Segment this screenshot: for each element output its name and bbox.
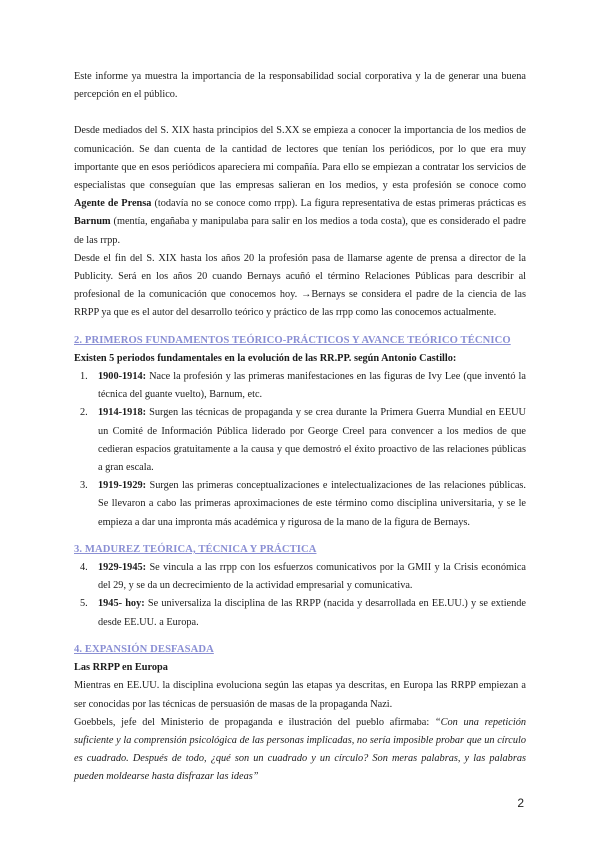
intro-p2-end: (mentía, engañaba y manipulaba para salir en los medios a toda costa), que es considerado el padre de las rrpp. [74,216,526,246]
section-4-paragraph-2 [74,714,526,787]
list-item: 4. 1929-1945: Se vincula a las rrpp con los esfuerzos comunicativos por la GMII y la Crisis económica del 29, y se da un decrecimiento de la actividad empresarial y comunicativa. [80,562,526,592]
section-3-heading: 3. MADUREZ TEÓRICA, TÉCNICA Y PRÁCTICA [74,543,317,555]
list-item: 3. 1919-1929: Surgen las primeras conceptualizaciones e intelectualizaciones de las relaciones públicas. Se llevaron a cabo las primeras aproximaciones de este término como disciplina universitaria, y se le empieza a dar una impronta más académica y rigurosa de la mano de la figura de Bernays. [80,480,526,528]
section-2-heading: 2. PRIMEROS FUNDAMENTOS TEÓRICO-PRÁCTICOS Y AVANCE TEÓRICO TÉCNICO [74,334,511,346]
page-number: 2 [517,796,524,810]
intro-p2-cont: (todavía no se conoce como rrpp). La figura representativa de estas primeras prácticas es [151,198,527,210]
section-2-subheading: Existen 5 periodos fundamentales en la evolución de las RR.PP. según Antonio Castillo: [74,352,457,364]
periods-list-2 [74,559,526,632]
intro-paragraph-1: Este informe ya muestra la importancia de la responsabilidad social corporativa y la de generar una buena percepción en el público. [74,71,526,101]
intro-paragraph-3: Desde el fin del S. XIX hasta los años 20 la profesión pasa de llamarse agente de prensa a director de la Publicity. Será en los años 20 cuando Bernays acuñó el término Relaciones Públicas para describir al profesional de la comunicación que conocemos hoy. →Bernays se considera el padre de la ciencia de las RRPP ya que es el autor del desarrollo teórico y práctico de las rrpp como las conocemos actualmente. [74,252,526,319]
agente-de-prensa-term: Agente de Prensa [74,198,152,210]
list-item: 2. 1914-1918: Surgen las técnicas de propaganda y se crea durante la Primera Guerra Mundial en EEUU un Comité de Información Pública liderado por George Creel para convencer a los medios de que cedieran espacios gratuitamente a la causa y que demostró el éxito proactivo de las relaciones públicas a gran escala. [80,407,526,474]
periods-list-1 [74,368,526,532]
goebbels-intro: Goebbels, jefe del Ministerio de propaganda e ilustración del pueblo afirmaba: [74,716,435,728]
section-4-subheading: Las RRPP en Europa [74,662,168,674]
goebbels-quote: “Con una repetición suficiente y la comprensión psicológica de las personas implicadas, no sería imposible probar que un círculo es cuadrado. Después de todo, ¿qué son un cuadrado y un círculo? Son meras palabras, y las palabras pueden moldearse hasta disfrazar las ideas” [74,716,526,783]
section-4-heading: 4. EXPANSIÓN DESFASADA [74,643,214,655]
section-4-paragraph-1: Mientras en EE.UU. la disciplina evoluciona según las etapas ya descritas, en Europa las RRPP empiezan a ser conocidas por las técnicas de persuasión de masas de la propaganda Nazi. [74,680,526,710]
barnum-term: Barnum [74,216,111,228]
intro-paragraph-2 [74,122,526,249]
list-item: 1. 1900-1914: Nace la profesión y las primeras manifestaciones en las figuras de Ivy Lee (que inventó la técnica del guante vuelto), Barnum, etc. [80,371,526,401]
intro-p2-text: Desde mediados del S. XIX hasta principios del S.XX se empieza a conocer la importancia de los medios de comunicación. Se dan cuenta de la cantidad de lectores que tenían los periódicos, por lo que era muy importante que en esos periódicos apareciera mi compañía. Para ello se empiezan a contratar los servicios de especialistas que conseguían que las empresas salieran en los medios, y esta profesión se conoce como [74,125,526,192]
list-item: 5. 1945- hoy: Se universaliza la disciplina de las RRPP (nacida y desarrollada en EE.UU.) y se extiende desde EE.UU. a Europa. [80,598,526,628]
document-page [74,68,526,787]
